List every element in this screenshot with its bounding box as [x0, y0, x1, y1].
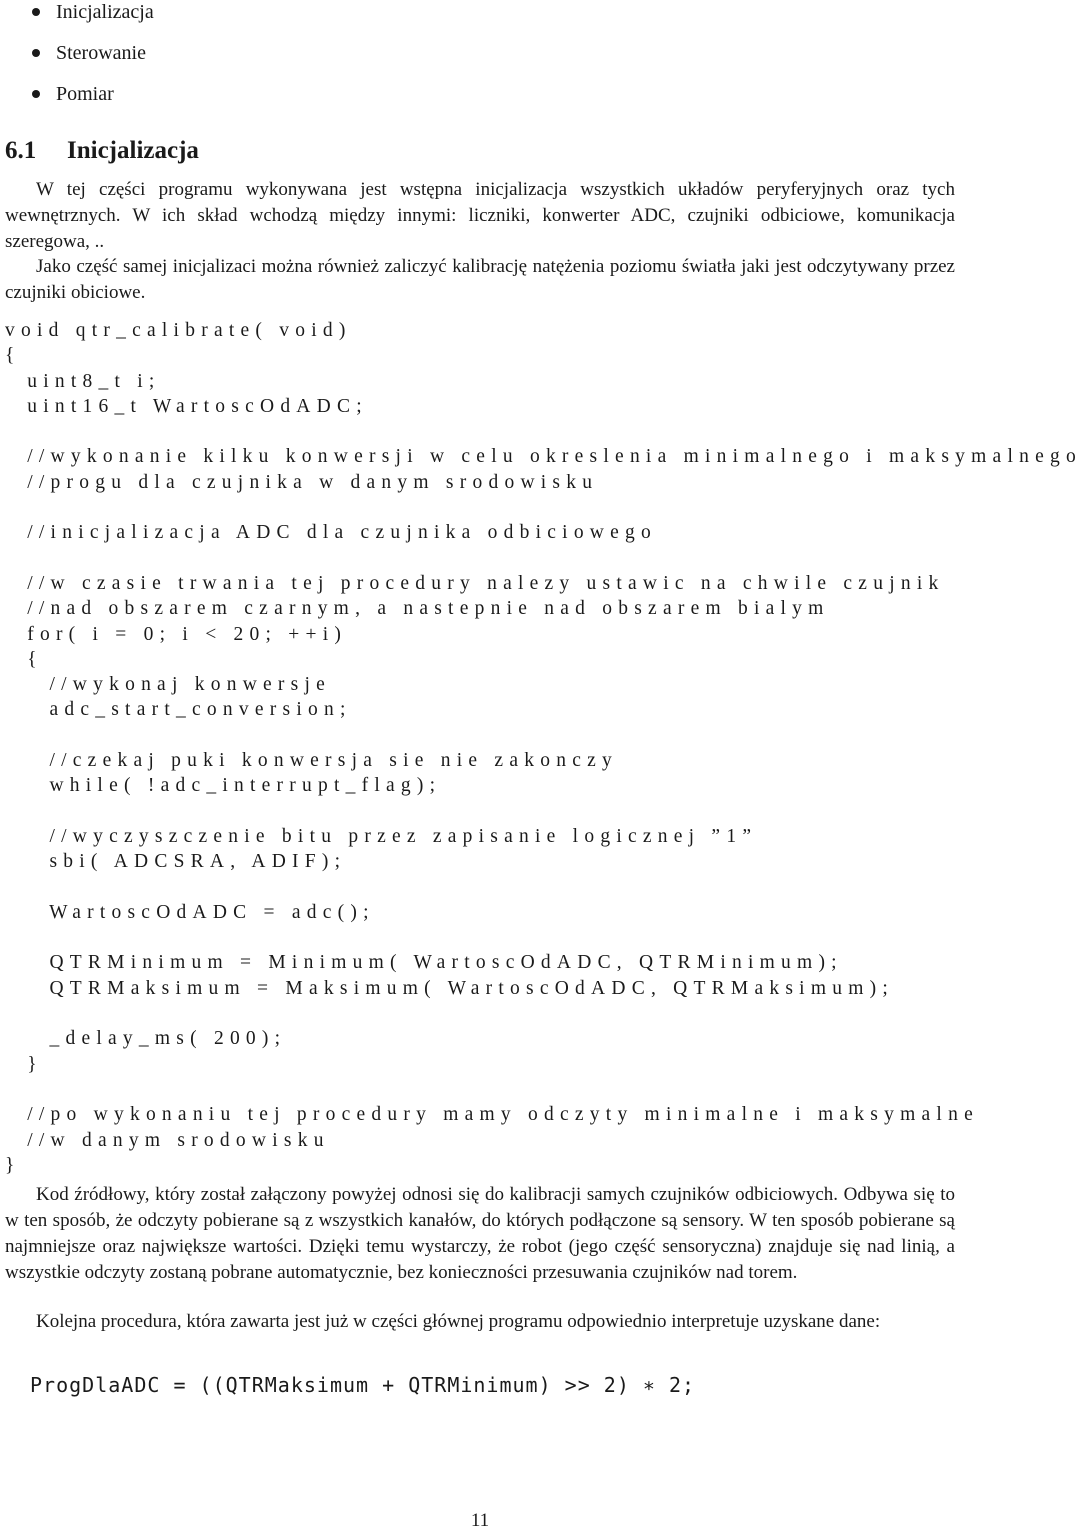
section-number: 6.1	[5, 137, 37, 164]
code-line: uint8_t i;	[5, 370, 161, 392]
bullet-item: Pomiar	[30, 80, 154, 121]
code-line: //w czasie trwania tej procedury nalezy ustawic na chwile czujnik	[5, 572, 945, 594]
code-line: QTRMaksimum = Maksimum( WartoscOdADC, QTRMaksimum);	[5, 977, 895, 999]
code-line: {	[5, 648, 43, 670]
code-line: //wykonanie kilku konwersji w celu okreslenia minimalnego i maksymalnego	[5, 446, 1082, 468]
code-line: //po wykonaniu tej procedury mamy odczyty minimalne i maksymalne	[5, 1104, 979, 1126]
bullet-item: Inicjalizacja	[30, 0, 154, 39]
code-line: for( i = 0; i < 20; ++i)	[5, 623, 348, 645]
code-line: sbi( ADCSRA, ADIF);	[5, 851, 347, 873]
bullet-list	[30, 0, 154, 121]
section-title: Inicjalizacja	[67, 137, 199, 164]
paragraph-explanation: Kod źródłowy, który został załączony powyżej odnosi się do kalibracji samych czujników odbiciowych. Odbywa się to w ten sposób, że odczyty pobierane są z wszystkich kanałów, do których podłączone są sensory. W ten sposób pobierane są najmniejsze oraz największe wartości. Dzięki temu wystarczy, że robot (jego część sensoryczna) znajduje się nad linią, a wszystkie odczyty zostaną pobrane automatycznie, bez konieczności przesuwania czujników nad torem.	[5, 1184, 955, 1283]
code-listing	[5, 318, 1082, 1178]
code-line: QTRMinimum = Minimum( WartoscOdADC, QTRMinimum);	[5, 952, 843, 974]
code-line: adc_start_conversion;	[5, 699, 352, 721]
code-line: //czekaj puki konwersja sie nie zakonczy	[5, 750, 618, 772]
code-line: //nad obszarem czarnym, a nastepnie nad obszarem bialym	[5, 598, 830, 620]
code-line: //wykonaj konwersje	[5, 674, 332, 696]
code-line: uint16_t WartoscOdADC;	[5, 395, 368, 417]
code-line: //inicjalizacja ADC dla czujnika odbiciowego	[5, 522, 658, 544]
code-line: void qtr_calibrate( void)	[5, 320, 352, 341]
code-line: }	[5, 1053, 43, 1075]
page-number: 11	[470, 1510, 490, 1531]
section-heading	[5, 135, 199, 167]
code-line: //w danym srodowisku	[5, 1129, 330, 1151]
code-line: {	[5, 345, 21, 367]
formula-line: ProgDlaADC = ((QTRMaksimum + QTRMinimum) >> 2) ∗ 2;	[30, 1373, 696, 1397]
bullet-item: Sterowanie	[30, 39, 154, 80]
code-line: WartoscOdADC = adc();	[5, 901, 375, 923]
code-line: //progu dla czujnika w danym srodowisku	[5, 471, 599, 493]
paragraph-calibration: Jako część samej inicjalizaci można również zaliczyć kalibrację natężenia poziomu światła jaki jest odczytywany przez czujniki obiciowe.	[5, 256, 955, 303]
code-line: while( !adc_interrupt_flag);	[5, 775, 442, 797]
code-line: _delay_ms( 200);	[5, 1028, 287, 1050]
paragraph-next-procedure: Kolejna procedura, która zawarta jest już w części głównej programu odpowiednio interpretuje uzyskane dane:	[36, 1311, 881, 1332]
code-line: //wyczyszczenie bitu przez zapisanie logicznej ”1”	[5, 825, 758, 847]
code-line: }	[5, 1154, 21, 1176]
paragraph-intro: W tej części programu wykonywana jest wstępna inicjalizacja wszystkich układów peryferyjnych oraz tych wewnętrznych. W ich skład wchodzą między innymi: liczniki, konwerter ADC, czujniki odbiciowe, komunikacja szeregowa, ..	[5, 179, 955, 252]
